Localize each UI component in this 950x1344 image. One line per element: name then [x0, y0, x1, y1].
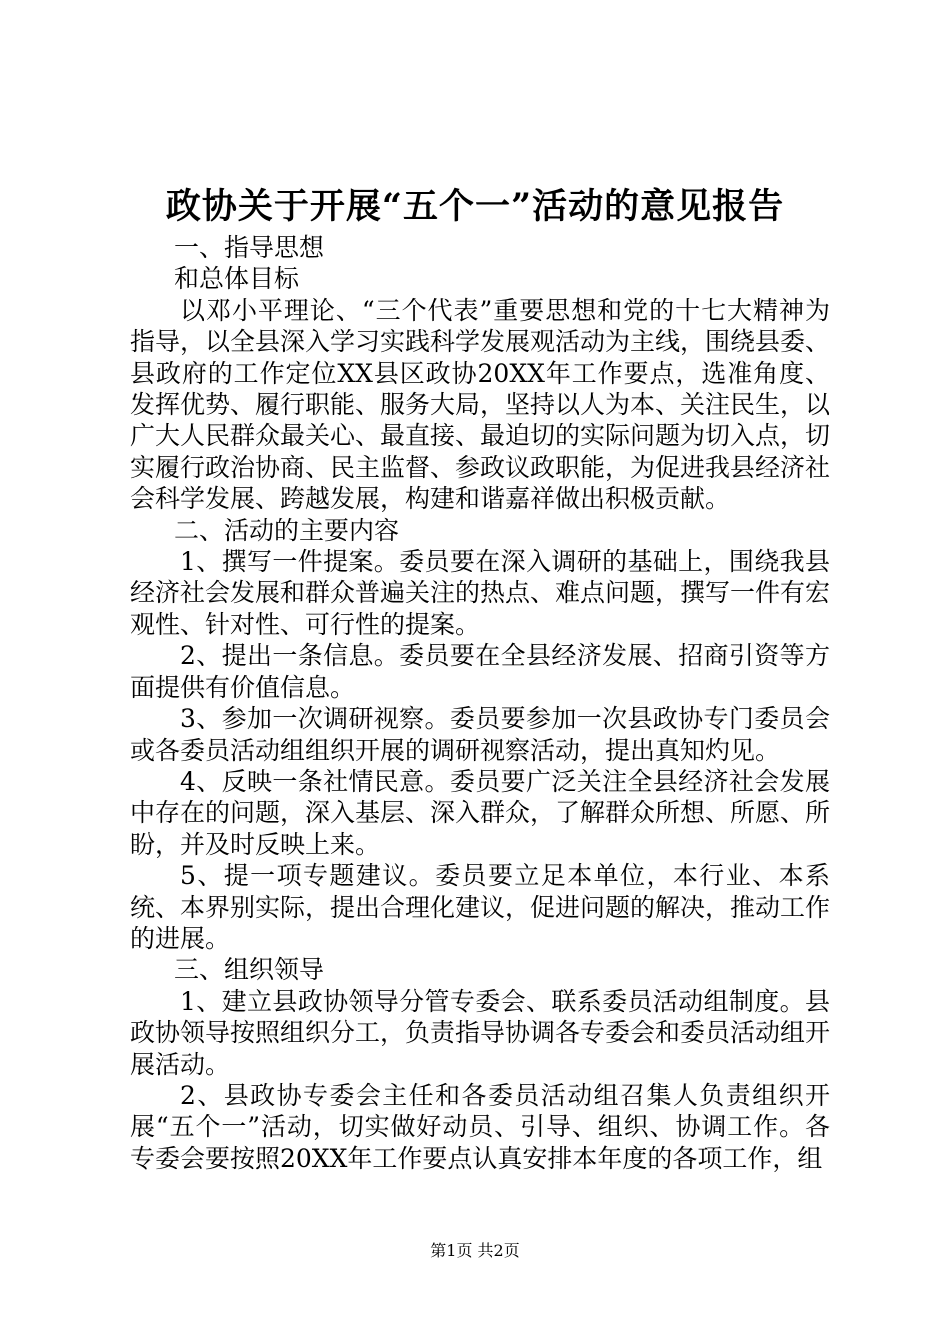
section-heading-overall-goal: 和总体目标 [174, 264, 300, 294]
paragraph-item-inspection: 3、参加一次调研视察。委员要参加一次县政协专门委员会或各委员活动组组织开展的调研视察活动，提出真知灼见。 [130, 704, 830, 765]
section-heading-leadership: 三、组织领导 [174, 955, 325, 985]
paragraph-item-information: 2、提出一条信息。委员要在全县经济发展、招商引资等方面提供有价值信息。 [130, 641, 830, 702]
paragraph-leadership-organize: 2、县政协专委会主任和各委员活动组召集人负责组织开展“五个一”活动，切实做好动员、引导、组织、协调工作。各专委会要按照20XX年工作要点认真安排本年度的各项工作，组 [130, 1080, 830, 1173]
paragraph-item-public-opinion: 4、反映一条社情民意。委员要广泛关注全县经济社会发展中存在的问题，深入基层、深入群众，了解群众所想、所愿、所盼，并及时反映上来。 [130, 766, 831, 859]
section-heading-guiding-ideology: 一、指导思想 [174, 233, 325, 262]
paragraph-item-suggestion: 5、提一项专题建议。委员要立足本单位，本行业、本系统、本界别实际，提出合理化建议，促进问题的解决，推动工作的进展。 [130, 861, 831, 953]
paragraph-leadership-system: 1、建立县政协领导分管专委会、联系委员活动组制度。县政协领导按照组织分工，负责指导协调各专委会和委员活动组开展活动。 [130, 986, 831, 1079]
document-title: 政协关于开展“五个一”活动的意见报告 [165, 186, 785, 227]
document-body [130, 232, 830, 1174]
paragraph-item-proposal: 1、撰写一件提案。委员要在深入调研的基础上，围绕我县经济社会发展和群众普遍关注的热点、难点问题，撰写一件有宏观性、针对性、可行性的提案。 [130, 547, 831, 639]
page-number-footer: 第1页 共2页 [430, 1241, 520, 1260]
paragraph-guiding-ideology: 以邓小平理论、“三个代表”重要思想和党的十七大精神为指导，以全县深入学习实践科学发展观活动为主线，围绕县委、县政府的工作定位XX县区政协20XX年工作要点，选准角度、发挥优势、履行职能、服务大局，坚持以人为本、关注民生，以广大人民群众最关心、最直接、最迫切的实际问题为切入点，切实履行政治协商、民主监督、参政议政职能，为促进我县经济社会科学发展、跨越发展，构建和谐嘉祥做出积极贡献。 [130, 295, 831, 514]
section-heading-main-content: 二、活动的主要内容 [174, 515, 400, 545]
